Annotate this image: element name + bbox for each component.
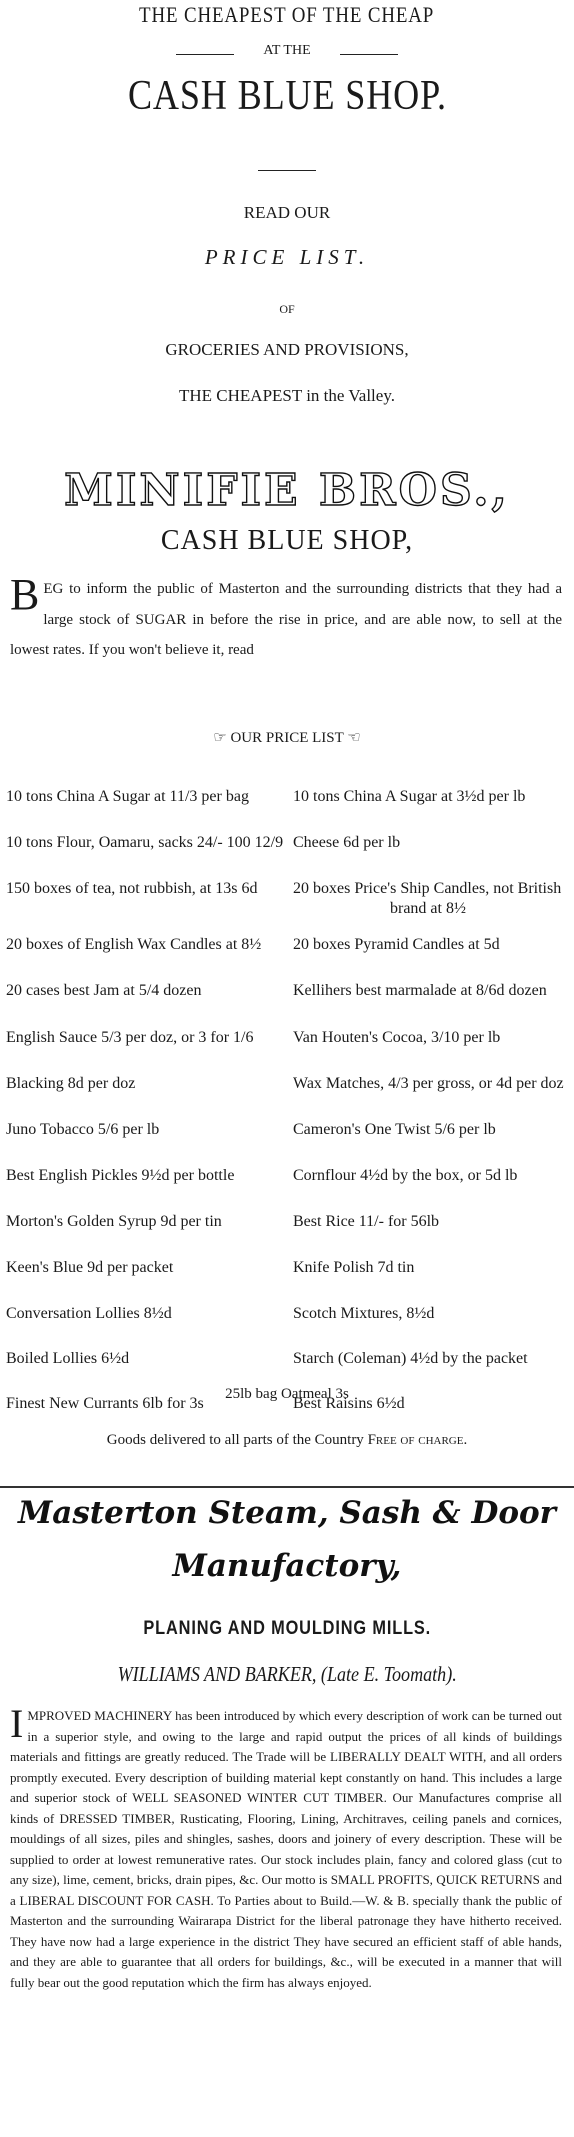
price-item-right: Van Houten's Cocoa, 3/10 per lb [293,1029,501,1046]
mfy-body: IMPROVED MACHINERY has been introduced by which every description of work can be turned out in a superior style, and owing to the large and rapid output the prices of all kinds of buildings materials and fittings are greatly reduced. The Trade will be LIBERALLY DEALT WITH, and all orders promptly executed. Every description of building material kept constantly on hand. This includes a large and superior stock of WELL SEASONED WINTER CUT TIMBER. Our Manufactures comprise all kinds of DRESSED TIMBER, Rusticating, Flooring, Lining, Architraves, ceiling panels and cornices, mouldings of all sizes, piles and shingles, sashes, doors and joinery of every description. These will be supplied to order at lowest remunerative rates. Our stock includes plain, fancy and colored glass (cut to any size), lime, cement, bricks, drain pipes, &c. Our motto is SMALL PROFITS, QUICK RETURNS and a LIBERAL DISCOUNT FOR CASH. To Parties about to Build.—W. & B. specially thank the public of Masterton and the surrounding Wairarapa District for the liberal patronage they have hitherto received. They have now had a large experience in the district They have secured an efficient staff of able hands, and they are able to guarantee that all orders for buildings, &c., will be executed in a manner that will fully bear out the good reputation which the firm has always enjoyed. [10,1701,562,1990]
drop-cap: B [10,570,40,619]
price-item-left: Boiled Lollies 6½d [6,1350,130,1367]
price-item-right: 20 boxes Pyramid Candles at 5d [293,936,500,953]
read-our: READ OUR [243,203,331,222]
rule-center [258,170,316,171]
price-item-left: Best English Pickles 9½d per bottle [6,1167,235,1184]
of-label: OF [279,302,295,316]
price-item-right: Cheese 6d per lb [293,834,401,851]
price-item-left: English Sauce 5/3 per doz, or 3 for 1/6 [6,1029,254,1046]
price-item-right: Cornflour 4½d by the box, or 5d lb [293,1167,518,1184]
price-item-left: Morton's Golden Syrup 9d per tin [6,1213,222,1230]
firm-shop: CASH BLUE SHOP, [160,525,414,556]
price-item-left: Keen's Blue 9d per packet [6,1259,174,1276]
firm-name: MINIFIE BROS., [64,465,510,516]
mfy-title-2: Manufactory, [172,1548,402,1584]
price-item-right: 10 tons China A Sugar at 3½d per lb [293,788,526,805]
price-item-right: Best Rice 11/- for 56lb [293,1213,440,1230]
price-item-right: Cameron's One Twist 5/6 per lb [293,1121,496,1138]
headline: THE CHEAPEST OF THE CHEAP [139,2,435,27]
section-divider [0,1486,574,1488]
price-item-left: 20 cases best Jam at 5/4 dozen [6,982,202,999]
goods-line: GROCERIES AND PROVISIONS, [165,340,409,359]
price-item-left: 10 tons China A Sugar at 11/3 per bag [6,788,249,805]
price-item-left: 20 boxes of English Wax Candles at 8½ [6,936,262,953]
price-item-left: Blacking 8d per doz [6,1075,136,1092]
price-item-left: Juno Tobacco 5/6 per lb [6,1121,160,1138]
shop-name: CASH BLUE SHOP. [127,73,447,119]
price-item-right: Knife Polish 7d tin [293,1259,415,1276]
oatmeal-line: 25lb bag Oatmeal 3s [225,1386,349,1402]
drop-cap-2: I [10,1701,24,1746]
price-item-right: Wax Matches, 4/3 per gross, or 4d per doz [293,1075,564,1092]
price-item-right: Best Raisins 6½d [293,1395,405,1412]
delivery-line: Goods delivered to all parts of the Country Free of charge. [106,1432,468,1448]
price-item-right-cont: brand at 8½ [390,900,466,917]
price-list-title: PRICE LIST. [204,245,370,269]
intro-paragraph: BEG to inform the public of Masterton and the surrounding districts that they had a large stock of SUGAR in before the rise in price, and are able now, to sell at the lowest rates. If you won't believe it, read [10,570,562,658]
price-item-left: Conversation Lollies 8½d [6,1305,172,1322]
hand-right-icon: ☞ [213,730,227,746]
proprietors-line: WILLIAMS AND BARKER, (Late E. Toomath). [117,1662,457,1686]
hand-left-icon: ☜ [347,730,361,746]
price-item-right: 20 boxes Price's Ship Candles, not British [293,880,562,897]
at-the-label: AT THE [263,43,311,58]
cheapest-line: THE CHEAPEST in the Valley. [179,386,395,405]
mills-line: PLANING AND MOULDING MILLS. [143,1618,431,1639]
rule-right [340,54,398,55]
price-item-left: Finest New Currants 6lb for 3s [6,1395,204,1412]
price-item-right: Starch (Coleman) 4½d by the packet [293,1350,528,1367]
price-item-left: 150 boxes of tea, not rubbish, at 13s 6d [6,880,258,897]
mfy-title-1: Masterton Steam, Sash & Door [17,1495,557,1531]
price-item-right: Scotch Mixtures, 8½d [293,1305,435,1322]
price-list-heading: ☞ OUR PRICE LIST ☜ [213,730,361,746]
price-item-right: Kellihers best marmalade at 8/6d dozen [293,982,547,999]
price-item-left: 10 tons Flour, Oamaru, sacks 24/- 100 12/9 [6,834,284,851]
